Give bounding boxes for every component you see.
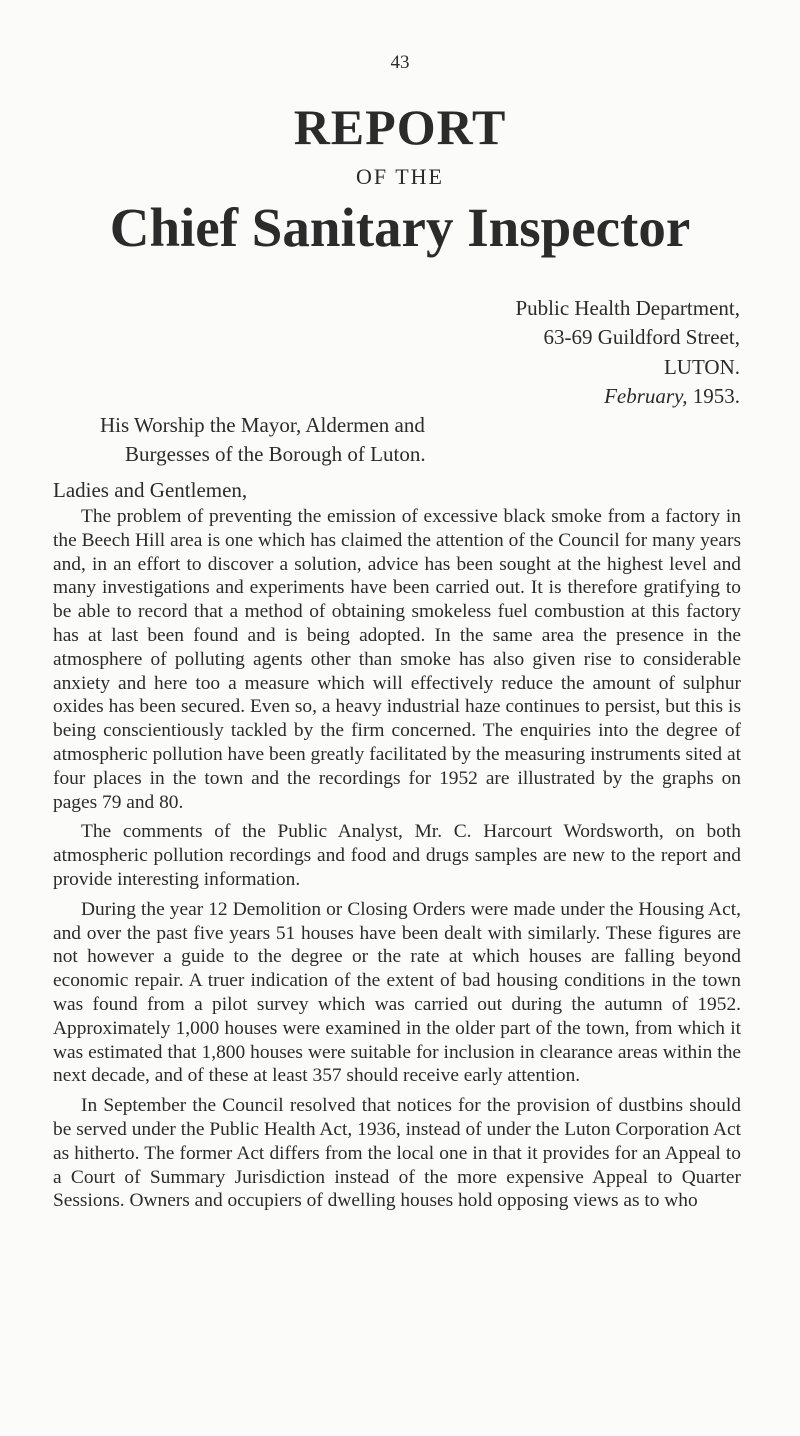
page-number: 43 [390,52,410,73]
paragraph: The problem of preventing the emission of excessive black smoke from a factory in the Beech Hill area is one which has claimed the attention of the Council for many years and, in an effort to discover a solution, advice has been sought at the highest level and many investigations and experiments have been carried out. It is therefore gratifying to be able to record that a method of obtaining smokeless fuel combustion at this factory has at last been found and is being adopted. In the same area the presence in the atmosphere of polluting agents other than smoke has also given rise to considerable anxiety and here too a measure which will effectively reduce the amount of sulphur oxides has been secured. Even so, a heavy industrial haze continues to persist, but this is being conscientiously tackled by the firm concerned. The enquiries into the degree of atmospheric pollution have been greatly facilitated by the measuring instruments sited at four places in the town and the recordings for 1952 are illustrated by the graphs on pages 79 and 80. [53,506,741,813]
report-body [53,505,741,1213]
report-office-title: Chief Sanitary Inspector [109,197,691,258]
report-title: REPORT [293,99,507,155]
address-department: Public Health Department, [515,296,740,320]
address-date [604,384,740,409]
addressee-line-1: His Worship the Mayor, Aldermen and [100,413,425,437]
greeting: Ladies and Gentlemen, [53,478,248,502]
date-month: February, [604,384,688,408]
address-town: LUTON. [663,355,740,379]
report-subtitle: OF THE [356,164,444,189]
paragraph: During the year 12 Demolition or Closing Orders were made under the Housing Act, and over the past five years 51 houses have been dealt with similarly. These figures are not however a guide to the degree or the rate at which houses are falling beyond economic repair. A truer indication of the extent of bad housing conditions in the town was found from a pilot survey which was carried out during the autumn of 1952. Approximately 1,000 houses were examined in the older part of the town, from which it was estimated that 1,800 houses were suitable for inclusion in clearance areas within the next decade, and of these at least 357 should receive early attention. [53,898,741,1087]
addressee-line-2: Burgesses of the Borough of Luton. [125,442,426,466]
date-year: 1953. [692,384,740,408]
address-street: 63-69 Guildford Street, [543,325,740,349]
paragraph: In September the Council resolved that notices for the provision of dustbins should be served under the Public Health Act, 1936, instead of under the Luton Corporation Act as hitherto. The former Act differs from the local one in that it provides for an Appeal to a Court of Summary Jurisdiction instead of the more expensive Appeal to Quarter Sessions. Owners and occupiers of dwelling houses hold opposing views as to who [53,1095,741,1212]
paragraph: The comments of the Public Analyst, Mr. C. Harcourt Wordsworth, on both atmospheric pollution recordings and food and drugs samples are new to the report and provide interesting information. [53,821,741,890]
